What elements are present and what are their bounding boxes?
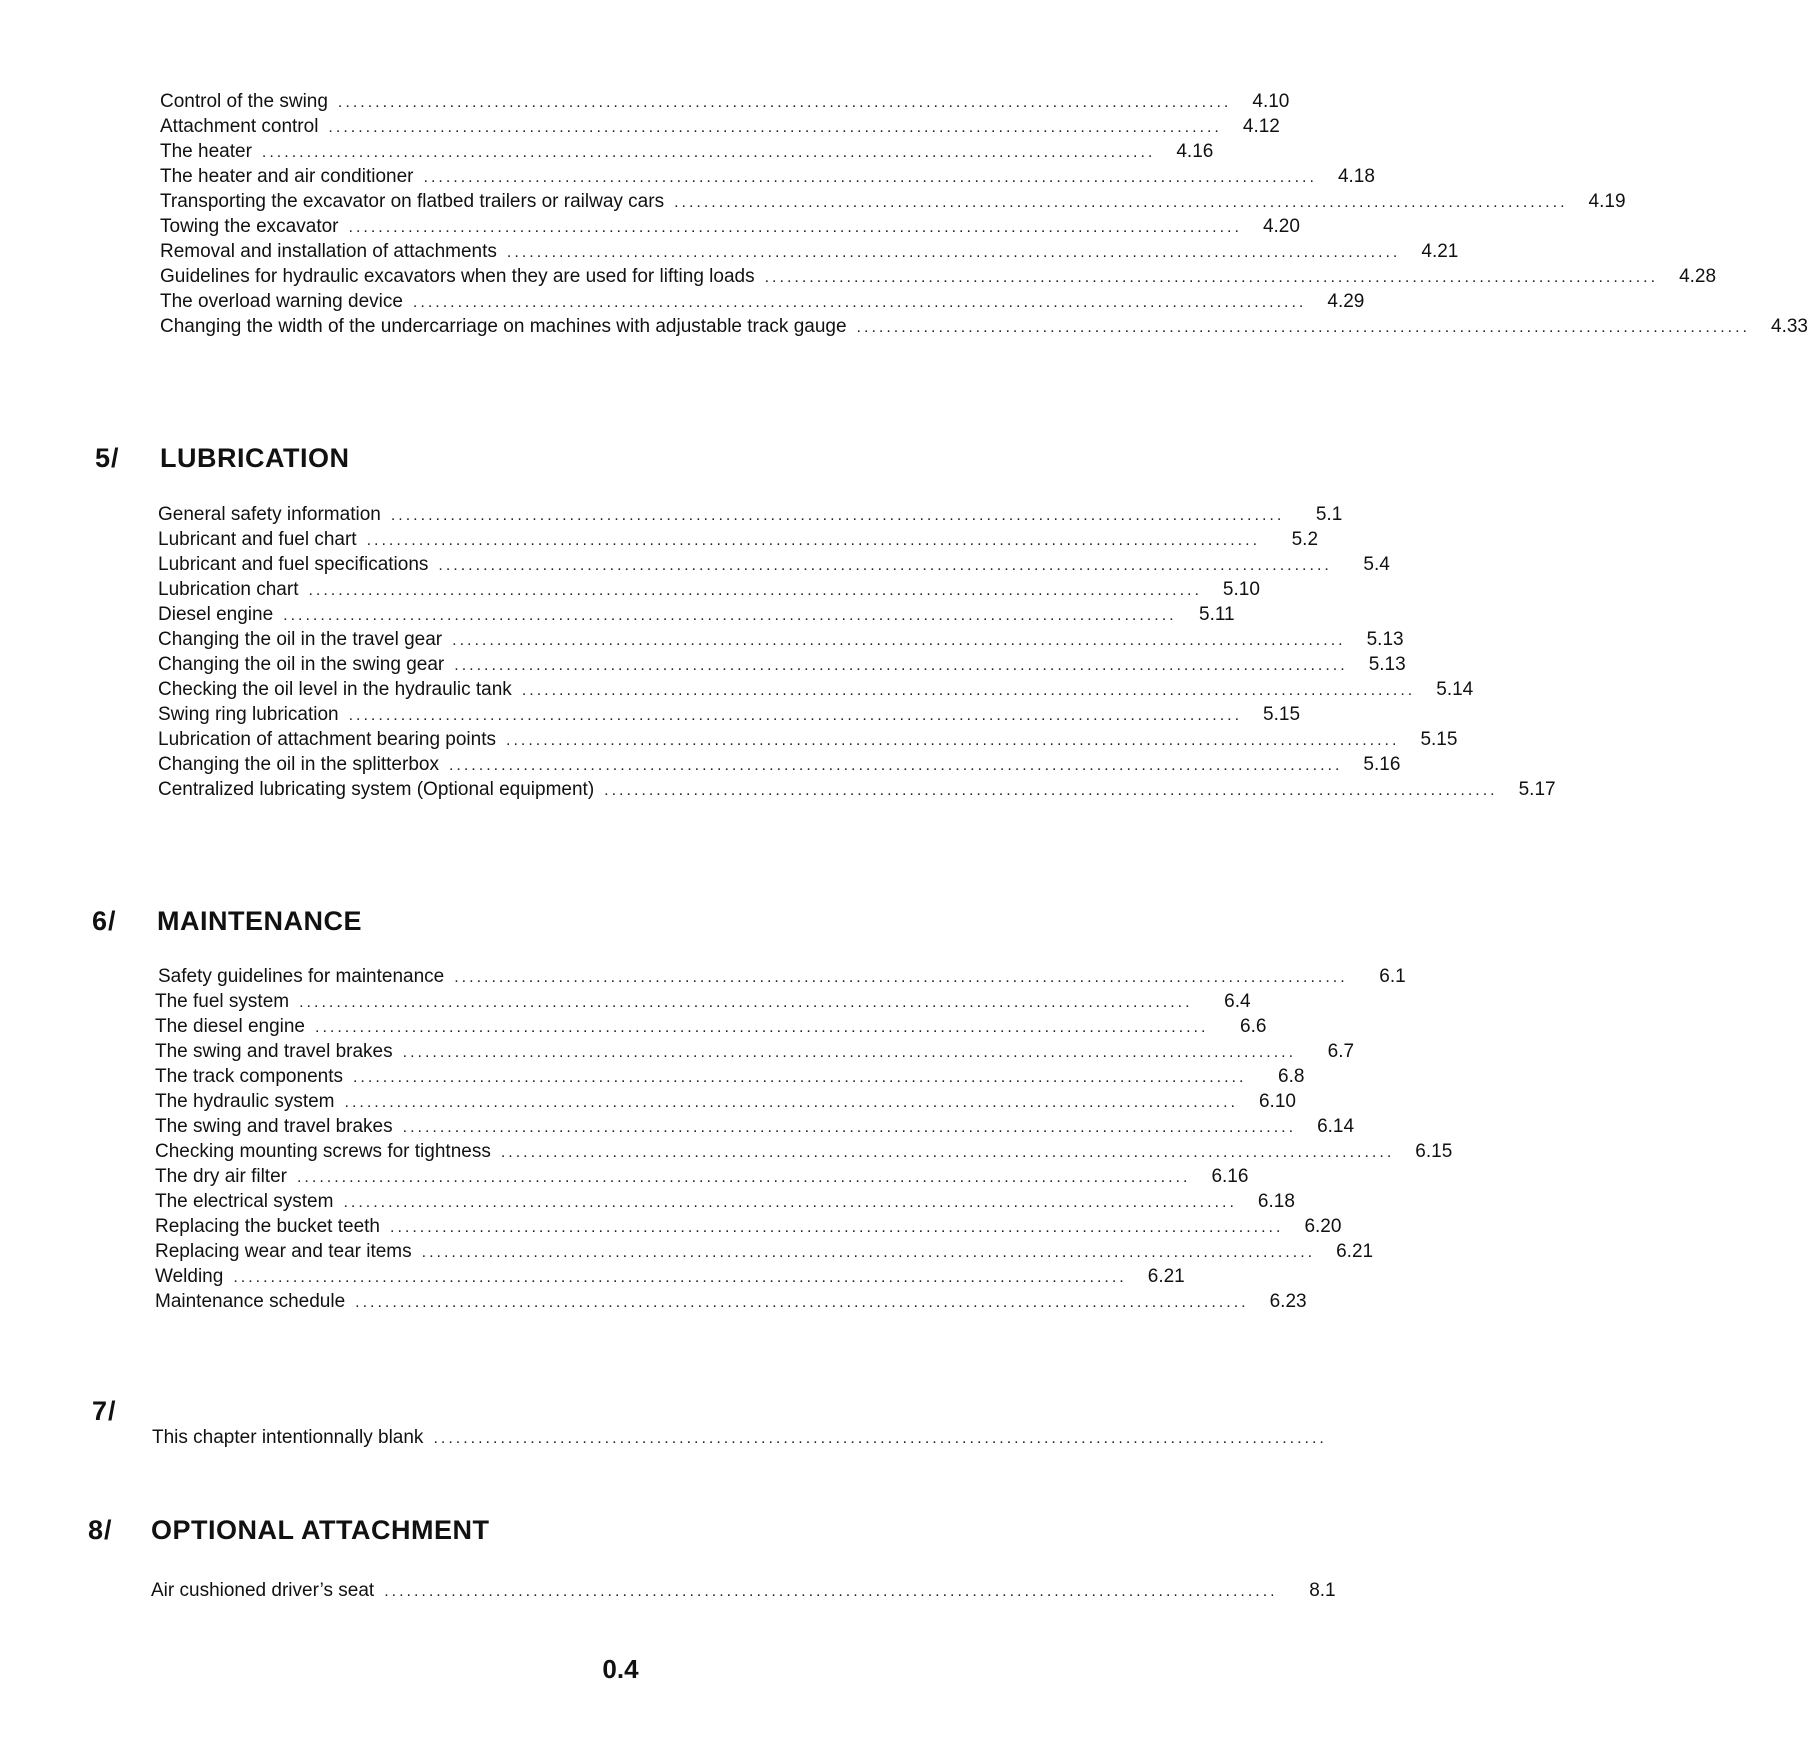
- toc-entry-page: 4.12: [1242, 116, 1280, 137]
- toc-entry[interactable]: [158, 527, 1319, 553]
- toc-entry[interactable]: [155, 1289, 1307, 1315]
- toc-entry-title: Diesel engine: [158, 604, 274, 625]
- toc-entry-page: 6.8: [1278, 1066, 1305, 1087]
- toc-entry[interactable]: [155, 1189, 1295, 1215]
- dot-leader: ........................................................................................................................: [433, 1430, 1327, 1447]
- toc-entry-page: 5.14: [1436, 679, 1474, 700]
- toc-entry[interactable]: [158, 627, 1404, 653]
- toc-entry-title: Safety guidelines for maintenance: [158, 966, 445, 987]
- dot-leader: ........................................................................................................................: [423, 169, 1317, 186]
- toc-entry-title: Replacing wear and tear items: [155, 1241, 412, 1262]
- toc-entry-page: 6.10: [1258, 1091, 1296, 1112]
- dot-leader: ........................................................................................................................: [315, 1019, 1209, 1036]
- toc-entry-page: 5.13: [1366, 629, 1404, 650]
- dot-leader: ........................................................................................................................: [328, 119, 1222, 136]
- toc-entry-page: 5.1: [1315, 504, 1343, 525]
- dot-leader: ........................................................................................................................: [355, 1294, 1249, 1311]
- chapter-number: 5/: [95, 443, 120, 473]
- toc-entry-page: 5.17: [1518, 779, 1556, 800]
- toc-entry[interactable]: [158, 602, 1235, 628]
- toc-entry-title: Control of the swing: [160, 91, 328, 112]
- toc-entry-title: The dry air filter: [155, 1166, 287, 1187]
- toc-entry-title: Changing the oil in the travel gear: [158, 629, 443, 650]
- dot-leader: ........................................................................................................................: [506, 732, 1400, 749]
- toc-entry-title: The fuel system: [155, 991, 290, 1012]
- toc-entry-page: 6.7: [1327, 1041, 1355, 1062]
- toc-entry-title: Checking the oil level in the hydraulic tank: [158, 679, 512, 700]
- toc-entry[interactable]: [160, 189, 1626, 215]
- toc-entry-page: 4.16: [1176, 141, 1214, 162]
- dot-leader: ........................................................................................................................: [283, 607, 1177, 624]
- toc-entry-title: The diesel engine: [155, 1016, 305, 1037]
- toc-entry-page: 6.21: [1147, 1266, 1185, 1287]
- toc-entry-title: Guidelines for hydraulic excavators when they are used for lifting loads: [160, 266, 755, 287]
- toc-entry-title: The overload warning device: [160, 291, 403, 312]
- toc-entry-page: 5.15: [1420, 729, 1458, 750]
- toc-entry-title: Centralized lubricating system (Optional equipment): [158, 779, 595, 800]
- toc-entry-title: The swing and travel brakes: [155, 1041, 393, 1062]
- dot-leader: ........................................................................................................................: [674, 194, 1568, 211]
- toc-entry-title: The track components: [155, 1066, 343, 1087]
- chapter-title: OPTIONAL ATTACHMENT: [151, 1515, 490, 1545]
- toc-entry-page: 5.10: [1222, 579, 1260, 600]
- toc-entry-page: 6.15: [1415, 1141, 1453, 1162]
- toc-entry-page: 6.1: [1379, 966, 1406, 987]
- dot-leader: ........................................................................................................................: [454, 657, 1348, 674]
- chapter-number: 6/: [92, 906, 117, 936]
- toc-entry[interactable]: [152, 1425, 1327, 1451]
- dot-leader: ........................................................................................................................: [521, 682, 1416, 699]
- toc-entry-title: Transporting the excavator on flatbed trailers or railway cars: [160, 191, 665, 212]
- toc-entry-title: The swing and travel brakes: [155, 1116, 393, 1137]
- toc-entry[interactable]: [160, 214, 1300, 240]
- toc-entry-title: The heater and air conditioner: [160, 166, 414, 187]
- toc-entry[interactable]: [158, 752, 1401, 778]
- dot-leader: ........................................................................................................................: [343, 1194, 1237, 1211]
- toc-entry-title: Lubrication of attachment bearing points: [158, 729, 496, 750]
- dot-leader: ........................................................................................................................: [438, 557, 1332, 574]
- toc-entry[interactable]: [158, 577, 1260, 603]
- toc-entry[interactable]: [160, 164, 1375, 190]
- toc-entry[interactable]: [160, 139, 1214, 165]
- toc-entry-page: 4.28: [1679, 266, 1717, 287]
- dot-leader: ........................................................................................................................: [764, 269, 1659, 286]
- toc-entry-title: Lubricant and fuel chart: [158, 529, 357, 550]
- page-number: 0.4: [602, 1654, 639, 1684]
- toc-entry-title: Maintenance schedule: [155, 1291, 346, 1312]
- dot-leader: ........................................................................................................................: [454, 969, 1348, 986]
- dot-leader: ........................................................................................................................: [448, 757, 1343, 774]
- toc-entry[interactable]: [155, 1089, 1296, 1115]
- toc-entry-page: 6.16: [1211, 1166, 1249, 1187]
- toc-entry[interactable]: [158, 677, 1474, 703]
- toc-entry[interactable]: [155, 1064, 1305, 1090]
- toc-entry-title: The hydraulic system: [155, 1091, 335, 1112]
- toc-entry-page: 5.4: [1363, 554, 1390, 575]
- toc-entry[interactable]: [158, 652, 1406, 678]
- toc-entry[interactable]: [155, 1039, 1355, 1065]
- toc-entry-title: Replacing the bucket teeth: [155, 1216, 380, 1237]
- toc-entry[interactable]: [155, 1264, 1185, 1290]
- toc-entry-page: 8.1: [1309, 1580, 1336, 1601]
- dot-leader: ........................................................................................................................: [421, 1244, 1316, 1261]
- toc-entry-page: 6.18: [1257, 1191, 1295, 1212]
- toc-entry-title: Changing the width of the undercarriage on machines with adjustable track gauge: [160, 316, 847, 337]
- toc-entry-page: 4.19: [1588, 191, 1626, 212]
- dot-leader: ........................................................................................................................: [856, 319, 1750, 336]
- dot-leader: ........................................................................................................................: [348, 707, 1243, 724]
- toc-entry-page: 4.10: [1252, 91, 1290, 112]
- toc-entry[interactable]: [160, 264, 1717, 290]
- dot-leader: ........................................................................................................................: [261, 144, 1156, 161]
- toc-entry-page: 6.14: [1317, 1116, 1355, 1137]
- toc-entry-page: 5.15: [1263, 704, 1301, 725]
- dot-leader: ........................................................................................................................: [296, 1169, 1191, 1186]
- dot-leader: ........................................................................................................................: [352, 1069, 1247, 1086]
- dot-leader: ........................................................................................................................: [390, 1219, 1284, 1236]
- toc-entry-title: This chapter intentionnally blank: [152, 1427, 424, 1448]
- toc-entry[interactable]: [155, 1164, 1249, 1190]
- dot-leader: ........................................................................................................................: [604, 782, 1498, 799]
- toc-entry-page: 6.4: [1224, 991, 1251, 1012]
- toc-entry[interactable]: [160, 89, 1290, 115]
- toc-entry-page: 6.6: [1240, 1016, 1267, 1037]
- dot-leader: ........................................................................................................................: [366, 532, 1261, 549]
- toc-entry[interactable]: [160, 289, 1365, 315]
- toc-entry-title: Lubrication chart: [158, 579, 299, 600]
- toc-entry[interactable]: [155, 1139, 1453, 1165]
- toc-entry[interactable]: [158, 727, 1458, 753]
- toc-entry-page: 5.13: [1368, 654, 1406, 675]
- dot-leader: ........................................................................................................................: [412, 294, 1307, 311]
- toc-entry-page: 4.33: [1771, 316, 1808, 337]
- toc-entry-page: 5.11: [1199, 604, 1235, 625]
- toc-entry-title: Removal and installation of attachments: [160, 241, 497, 262]
- toc-entry[interactable]: [158, 502, 1343, 528]
- toc-entry[interactable]: [160, 114, 1280, 140]
- dot-leader: ........................................................................................................................: [402, 1119, 1297, 1136]
- toc-entry[interactable]: [158, 964, 1406, 990]
- toc-entry-page: 4.21: [1421, 241, 1459, 262]
- dot-leader: ........................................................................................................................: [308, 582, 1202, 599]
- toc-entry-title: The heater: [160, 141, 252, 162]
- toc-entry-page: 4.29: [1327, 291, 1365, 312]
- toc-entry[interactable]: [155, 1014, 1267, 1040]
- toc-entry-page: 4.18: [1337, 166, 1375, 187]
- toc-entry-title: Checking mounting screws for tightness: [155, 1141, 491, 1162]
- toc-entry-title: Changing the oil in the swing gear: [158, 654, 445, 675]
- dot-leader: ........................................................................................................................: [348, 219, 1242, 236]
- dot-leader: ........................................................................................................................: [452, 632, 1346, 649]
- dot-leader: ........................................................................................................................: [390, 507, 1285, 524]
- dot-leader: ........................................................................................................................: [402, 1044, 1297, 1061]
- toc-entry-page: 6.20: [1304, 1216, 1342, 1237]
- toc-entry[interactable]: [158, 777, 1556, 803]
- dot-leader: ........................................................................................................................: [337, 94, 1232, 111]
- chapter-number: 8/: [88, 1515, 113, 1545]
- dot-leader: ........................................................................................................................: [299, 994, 1193, 1011]
- toc-entry[interactable]: [158, 702, 1301, 728]
- toc-entry[interactable]: [151, 1578, 1336, 1604]
- dot-leader: ........................................................................................................................: [506, 244, 1401, 261]
- toc-entry-page: 5.2: [1291, 529, 1319, 550]
- toc-entry-page: 4.20: [1262, 216, 1300, 237]
- chapter-title: LUBRICATION: [160, 443, 350, 473]
- toc-entry-title: Swing ring lubrication: [158, 704, 339, 725]
- toc-entry-title: The electrical system: [155, 1191, 334, 1212]
- toc-entry-title: Welding: [155, 1266, 224, 1287]
- dot-leader: ........................................................................................................................: [344, 1094, 1238, 1111]
- toc-entry[interactable]: [160, 314, 1808, 340]
- toc-entry-title: Attachment control: [160, 116, 319, 137]
- toc-entry[interactable]: [155, 1214, 1342, 1240]
- toc-entry-title: Lubricant and fuel specifications: [158, 554, 429, 575]
- toc-entry[interactable]: [155, 1114, 1355, 1140]
- toc-entry-page: 6.21: [1336, 1241, 1374, 1262]
- dot-leader: ........................................................................................................................: [384, 1583, 1278, 1600]
- toc-entry-page: 6.23: [1269, 1291, 1307, 1312]
- toc-entry-page: 5.16: [1363, 754, 1401, 775]
- chapter-number: 7/: [92, 1396, 117, 1426]
- toc-entry[interactable]: [158, 552, 1390, 578]
- toc-entry[interactable]: [160, 239, 1459, 265]
- toc-entry-title: General safety information: [158, 504, 381, 525]
- dot-leader: ........................................................................................................................: [500, 1144, 1395, 1161]
- toc-entry[interactable]: [155, 989, 1251, 1015]
- chapter-title: MAINTENANCE: [157, 906, 362, 936]
- toc-entry[interactable]: [155, 1239, 1374, 1265]
- toc-entry-title: Changing the oil in the splitterbox: [158, 754, 439, 775]
- dot-leader: ........................................................................................................................: [233, 1269, 1127, 1286]
- toc-entry-title: Towing the excavator: [160, 216, 339, 237]
- toc-entry-title: Air cushioned driver’s seat: [151, 1580, 375, 1601]
